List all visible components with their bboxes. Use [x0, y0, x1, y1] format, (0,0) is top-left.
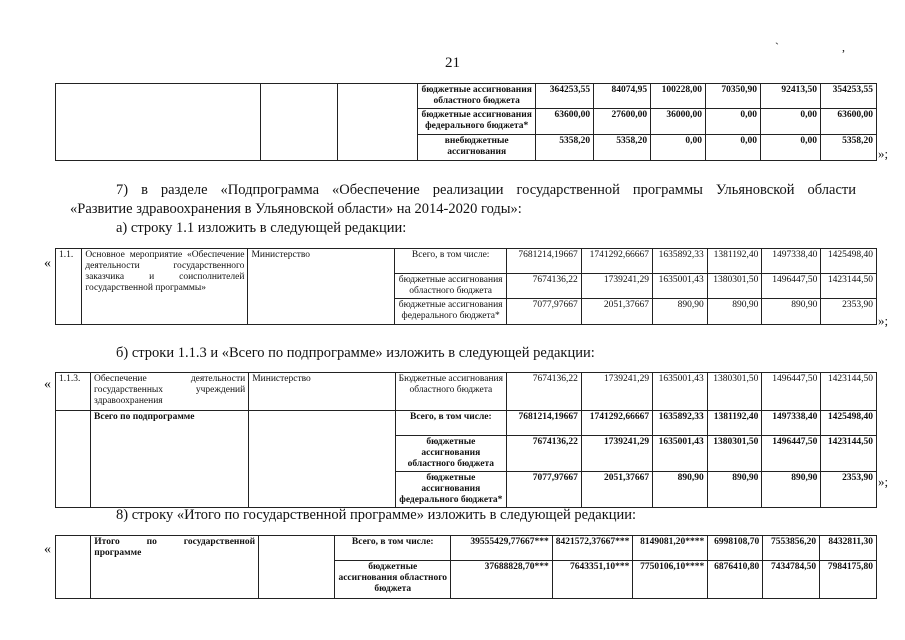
value-cell: 100228,00	[651, 84, 706, 109]
table-row	[56, 411, 877, 436]
value-cell: 63600,00	[820, 108, 876, 134]
value-cell: 364253,55	[536, 84, 594, 109]
value-cell: 1380301,50	[707, 274, 762, 299]
value-cell: 1496447,50	[762, 373, 821, 411]
value-cell: 0,00	[651, 134, 706, 160]
value-cell: 6998108,70	[708, 536, 763, 561]
value-cell: 5358,20	[820, 134, 876, 160]
empty-cell	[338, 84, 418, 161]
value-cell: 7984175,80	[820, 561, 877, 599]
row-label: внебюджетные ассигнования	[418, 134, 536, 160]
value-cell: 7681214,19667	[507, 411, 582, 436]
value-cell: 27600,00	[594, 108, 651, 134]
executor: Министерство	[248, 249, 395, 325]
value-cell: 1425498,40	[821, 249, 877, 274]
value-cell: 890,90	[653, 299, 708, 325]
value-cell: 1423144,50	[821, 373, 877, 411]
row-label: бюджетные ассигнования федерального бюджета*	[418, 108, 536, 134]
measure-name: Основное мероприятие «Обеспечение деятельности государственного заказчика и соисполнителей государственной программы»	[82, 249, 248, 325]
opening-quote: «	[44, 377, 51, 392]
value-cell: 92413,50	[761, 84, 821, 109]
page-number: 21	[445, 55, 460, 71]
row-label: бюджетные ассигнования федерального бюджета*	[395, 471, 506, 507]
measure-name: Обеспечение деятельности государственных учреждений здравоохранения	[91, 373, 249, 411]
value-cell: 5358,20	[594, 134, 651, 160]
value-cell: 6876410,80	[708, 561, 763, 599]
value-cell: 7077,97667	[507, 471, 582, 507]
value-cell: 8149081,20****	[633, 536, 708, 561]
value-cell: 1739241,29	[581, 274, 652, 299]
opening-quote: «	[44, 542, 51, 557]
value-cell: 1741292,66667	[581, 249, 652, 274]
value-cell: 70350,90	[706, 84, 761, 109]
value-cell: 36000,00	[651, 108, 706, 134]
value-cell: 7674136,22	[507, 436, 582, 472]
value-cell: 1635892,33	[653, 249, 708, 274]
empty-cell	[259, 536, 335, 599]
value-cell: 2353,90	[821, 299, 877, 325]
value-cell: 1380301,50	[707, 373, 762, 411]
value-cell: 0,00	[706, 134, 761, 160]
value-cell: 1635001,43	[653, 373, 708, 411]
executor: Министерство	[249, 373, 395, 411]
header-marks: ` ,	[775, 40, 875, 54]
row-label: бюджетные ассигнования областного бюджета	[418, 84, 536, 109]
value-cell: 37688828,70***	[451, 561, 553, 599]
table-row	[56, 536, 877, 561]
row-label: бюджетные ассигнования областного бюджета	[395, 274, 506, 299]
value-cell: 7434784,50	[763, 561, 820, 599]
row-label: бюджетные ассигнования областного бюджета	[395, 436, 506, 472]
value-cell: 2353,90	[821, 471, 877, 507]
value-cell: 7643351,10***	[552, 561, 633, 599]
paragraph-8: 8) строку «Итого по государственной программе» изложить в следующей редакции:	[116, 507, 637, 523]
empty-cell	[56, 84, 261, 161]
value-cell: 7681214,19667	[506, 249, 581, 274]
closing-quote: »;	[878, 313, 889, 328]
value-cell: 890,90	[653, 471, 708, 507]
value-cell: 7750106,10****	[633, 561, 708, 599]
closing-quote: »;	[878, 146, 889, 161]
value-cell: 2051,37667	[581, 299, 652, 325]
value-cell: 7553856,20	[763, 536, 820, 561]
value-cell: 7674136,22	[506, 274, 581, 299]
value-cell: 0,00	[706, 108, 761, 134]
value-cell: 890,90	[707, 471, 762, 507]
row-number: 1.1.	[56, 249, 82, 325]
value-cell: 1425498,40	[821, 411, 877, 436]
row-number: 1.1.3.	[56, 373, 91, 411]
empty-cell	[56, 536, 91, 599]
value-cell: 1497338,40	[762, 249, 821, 274]
opening-quote: «	[44, 256, 51, 271]
budget-table-continuation	[55, 83, 877, 161]
value-cell: 1739241,29	[581, 436, 652, 472]
value-cell: 354253,55	[820, 84, 876, 109]
table-row	[56, 84, 877, 109]
value-cell: 8421572,37667***	[552, 536, 633, 561]
value-cell: 1635001,43	[653, 274, 708, 299]
table-row	[56, 373, 877, 411]
budget-table-program-total	[55, 535, 877, 599]
value-cell: 1381192,40	[707, 249, 762, 274]
value-cell: 1381192,40	[707, 411, 762, 436]
subprogram-total-label: Всего по подпрограмме	[91, 411, 249, 508]
row-label: Всего, в том числе:	[395, 411, 506, 436]
row-label: бюджетные ассигнования федерального бюджета*	[395, 299, 506, 325]
value-cell: 890,90	[762, 471, 821, 507]
program-total-label: Итого по государственной программе	[91, 536, 259, 599]
paragraph-7-line1: 7) в разделе «Подпрограмма «Обеспечение реализации государственной программы Ульяновской области	[116, 182, 856, 198]
row-label: Всего, в том числе:	[395, 249, 506, 274]
closing-quote: »;	[878, 474, 889, 489]
paragraph-b: б) строки 1.1.3 и «Всего по подпрограмме» изложить в следующей редакции:	[116, 345, 595, 361]
empty-cell	[56, 411, 91, 508]
row-label: Всего, в том числе:	[335, 536, 451, 561]
value-cell: 2051,37667	[581, 471, 652, 507]
budget-table-row-1-1	[55, 248, 877, 325]
value-cell: 8432811,30	[820, 536, 877, 561]
value-cell: 1635892,33	[653, 411, 708, 436]
value-cell: 1423144,50	[821, 436, 877, 472]
value-cell: 84074,95	[594, 84, 651, 109]
value-cell: 890,90	[762, 299, 821, 325]
row-label: бюджетные ассигнования областного бюджета	[335, 561, 451, 599]
table-row	[56, 249, 877, 274]
paragraph-7-line3: а) строку 1.1 изложить в следующей редакции:	[116, 220, 407, 236]
value-cell: 0,00	[761, 108, 821, 134]
value-cell: 7077,97667	[506, 299, 581, 325]
value-cell: 1496447,50	[762, 274, 821, 299]
value-cell: 1380301,50	[707, 436, 762, 472]
paragraph-7-line2: «Развитие здравоохранения в Ульяновской области» на 2014-2020 годы»:	[70, 201, 522, 217]
empty-cell	[249, 411, 395, 508]
empty-cell	[260, 84, 338, 161]
value-cell: 39555429,77667***	[451, 536, 553, 561]
value-cell: 5358,20	[536, 134, 594, 160]
value-cell: 1497338,40	[762, 411, 821, 436]
value-cell: 1423144,50	[821, 274, 877, 299]
value-cell: 1635001,43	[653, 436, 708, 472]
value-cell: 0,00	[761, 134, 821, 160]
value-cell: 63600,00	[536, 108, 594, 134]
row-label: Бюджетные ассигнования областного бюджета	[395, 373, 506, 411]
value-cell: 890,90	[707, 299, 762, 325]
value-cell: 7674136,22	[507, 373, 582, 411]
value-cell: 1739241,29	[581, 373, 652, 411]
value-cell: 1741292,66667	[581, 411, 652, 436]
value-cell: 1496447,50	[762, 436, 821, 472]
budget-table-row-1-1-3	[55, 372, 877, 508]
